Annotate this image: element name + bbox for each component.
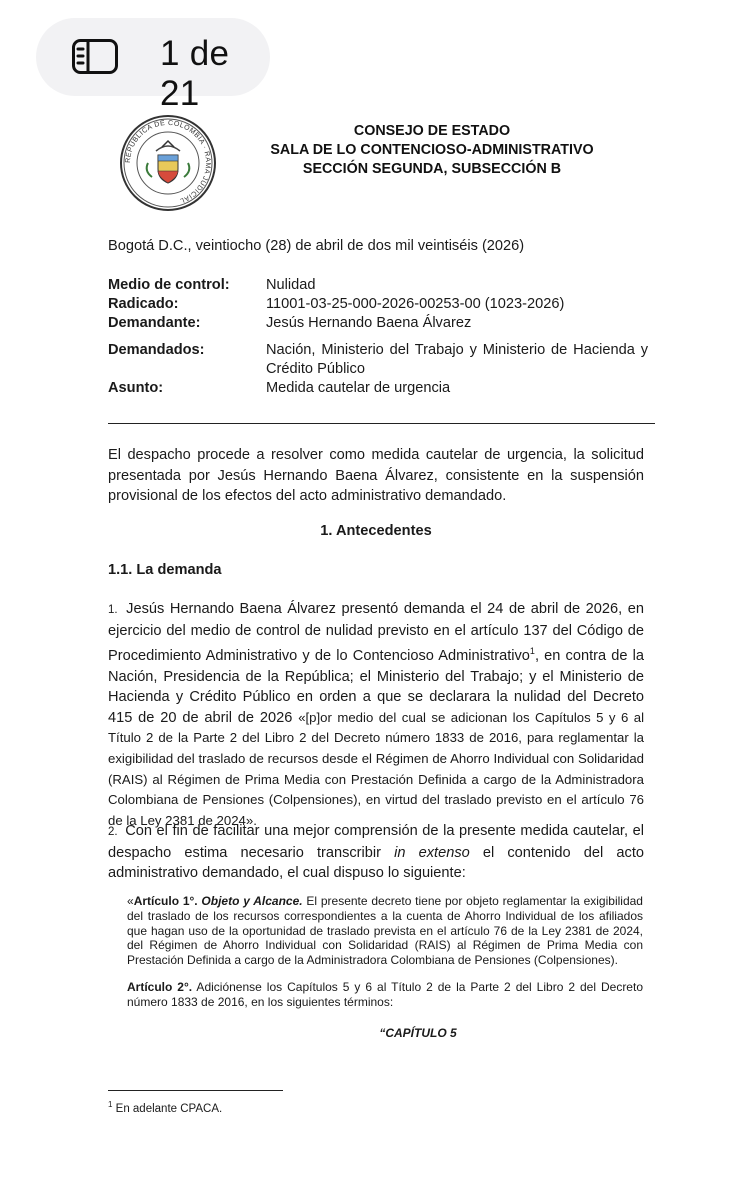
meta-row-demandante [108, 314, 648, 333]
article-text: El presente decreto tiene por objeto reglamentar la exigibilidad del traslado de los recursos correspondientes a la cuenta de Ahorro Individual de los afiliados que hagan uso de la oportunidad de traslado prevista en el artículo 76 de la Ley 2381 de 2024, del Régimen de Ahorro Individual con Solidaridad (RAIS) al Régimen de Prima Media con Prestación Definida a cargo de la Administradora Colombiana de Pensiones (Colpensiones). [127, 894, 643, 968]
coat-of-arms-icon [118, 113, 218, 213]
article-title: Objeto y Alcance. [201, 894, 303, 908]
meta-label: Radicado: [108, 296, 179, 312]
article-label: Artículo 1°. [133, 894, 198, 908]
header-line-2: SALA DE LO CONTENCIOSO-ADMINISTRATIVO [270, 142, 594, 158]
quote-article-1 [127, 894, 643, 968]
quote-article-2 [127, 980, 643, 1010]
meta-row-medio [108, 276, 648, 295]
meta-label: Asunto: [108, 380, 164, 396]
chapter-heading: “CAPÍTULO 5 [379, 1026, 457, 1040]
footnote [108, 1100, 222, 1115]
meta-label: Demandante: [108, 315, 201, 331]
article-label: Artículo 2°. [127, 980, 193, 994]
section-title: 1. Antecedentes [320, 523, 432, 539]
meta-label: Demandados: [108, 342, 205, 358]
page-indicator-pill[interactable] [36, 18, 270, 113]
paragraph-number: 2. [108, 826, 118, 838]
decree-title-quote: «[p]or medio del cual se adicionan los Capítulos 5 y 6 al Título 2 de la Parte 2 del Libro 2 del Decreto número 1833 de 2016, para reglamentar la exigibilidad del traslado de recursos desde el Régimen de Ahorro Individual con Solidaridad (RAIS) al Régimen de Prima Media con Prestación Definida a cargo de la Administradora Colombiana de Pensiones (Colpensiones), en virtud del traslado previsto en el artículo 76 de la Ley 2381 de 2024». [108, 709, 644, 828]
footnote-divider [108, 1090, 283, 1091]
italic-text: in extenso [394, 844, 470, 861]
intro-paragraph: El despacho procede a resolver como medida cautelar de urgencia, la solicitud presentada por Jesús Hernando Baena Álvarez, consistente en la suspensión provisional de los efectos del acto administrativo demandado. [108, 447, 644, 505]
footnote-number: 1 [108, 1100, 113, 1109]
paragraph-text: , en contra de la Nación, Presidencia de la República; el Ministerio del Trabajo; y el Ministerio de Hacienda y Crédito Público en orden a que se declarara la nulidad del Decreto 415 de 20 de abril de 2026 [108, 648, 644, 726]
header-line-3: SECCIÓN SEGUNDA, SUBSECCIÓN B [302, 161, 562, 177]
meta-label: Medio de control: [108, 277, 230, 293]
meta-value: Nulidad [266, 277, 316, 293]
court-header [230, 122, 634, 179]
footnote-text: En adelante CPACA. [112, 1102, 223, 1115]
paragraph-text: Con el fin de facilitar una mejor comprensión de la presente medida cautelar, el despacho estima necesario transcribir [108, 823, 644, 861]
header-line-1: CONSEJO DE ESTADO [353, 123, 511, 139]
sidebar-icon[interactable] [72, 39, 146, 80]
meta-value: Nación, Ministerio del Trabajo y Ministerio de Hacienda y Crédito Público [266, 342, 648, 377]
quote-open: « [127, 894, 134, 908]
meta-value: 11001-03-25-000-2026-00253-00 (1023-2026) [266, 296, 565, 312]
footnote-ref[interactable]: 1 [529, 646, 535, 657]
meta-value: Medida cautelar de urgencia [266, 380, 451, 396]
paragraph-1 [108, 599, 644, 831]
meta-value: Jesús Hernando Baena Álvarez [266, 315, 472, 331]
divider [108, 423, 655, 424]
subsection-title: 1.1. La demanda [108, 562, 222, 578]
paragraph-number: 1. [108, 604, 118, 616]
meta-row-demandados [108, 341, 648, 379]
meta-row-asunto [108, 379, 648, 398]
case-metadata [108, 276, 648, 398]
seal-text: REPÚBLICA DE COLOMBIA · RAMA JUDICIAL [124, 119, 212, 205]
paragraph-2 [108, 821, 644, 884]
page-indicator: 1 de 21 [160, 34, 230, 113]
document-date: Bogotá D.C., veintiocho (28) de abril de dos mil veintiséis (2026) [108, 238, 525, 254]
paragraph-text: Jesús Hernando Baena Álvarez presentó demanda el 24 de abril de 2026, en ejercicio del medio de control de nulidad previsto en el artículo 137 del Código de Procedimiento Administrativo y de lo Contencioso Administrativo [108, 601, 644, 665]
article-text: Adiciónense los Capítulos 5 y 6 al Título 2 de la Parte 2 del Libro 2 del Decreto número 1833 de 2016, en los siguientes términos: [127, 980, 643, 1009]
paragraph-text: el contenido del acto administrativo demandado, el cual dispuso lo siguiente: [108, 844, 644, 882]
meta-row-radicado [108, 295, 648, 314]
